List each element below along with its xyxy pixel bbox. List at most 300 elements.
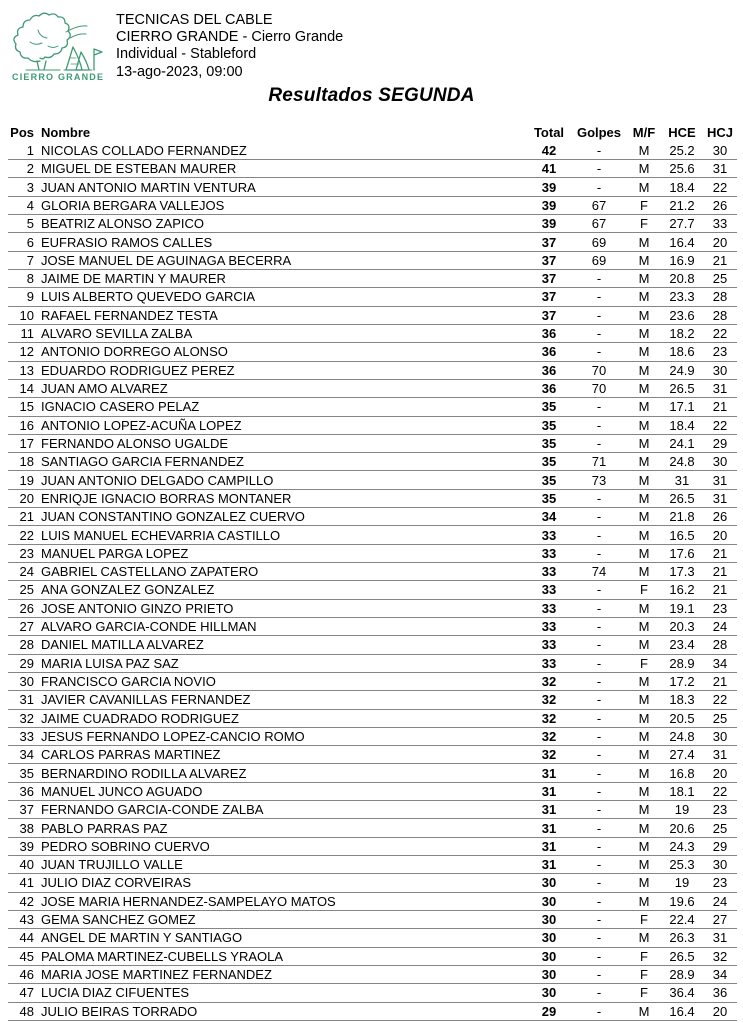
cell-hcj: 31 bbox=[712, 161, 728, 177]
cell-hcj: 31 bbox=[712, 747, 728, 763]
cell-mf: M bbox=[638, 728, 650, 744]
cell-golpes: 71 bbox=[591, 454, 607, 470]
col-header-hce: HCE bbox=[668, 124, 696, 140]
club-course: CIERRO GRANDE - Cierro Grande bbox=[116, 29, 344, 46]
cell-nombre: CARLOS PARRAS MARTINEZ bbox=[41, 747, 221, 763]
cell-pos: 4 bbox=[26, 197, 34, 213]
cell-pos: 12 bbox=[19, 344, 34, 360]
cell-mf: M bbox=[638, 838, 650, 854]
cell-golpes: - bbox=[596, 326, 602, 342]
cell-hce: 20.8 bbox=[669, 271, 695, 287]
table-row bbox=[8, 746, 737, 764]
cell-nombre: MARIA LUISA PAZ SAZ bbox=[41, 655, 179, 671]
cell-hce: 25.2 bbox=[669, 142, 695, 158]
cell-pos: 40 bbox=[19, 857, 34, 873]
cell-mf: M bbox=[638, 362, 650, 378]
cell-pos: 29 bbox=[19, 655, 34, 671]
cell-pos: 39 bbox=[19, 838, 34, 854]
cell-hcj: 27 bbox=[712, 912, 728, 928]
cell-nombre: JOSE MARIA HERNANDEZ-SAMPELAYO MATOS bbox=[41, 893, 336, 909]
table-row bbox=[8, 471, 737, 489]
cell-nombre: NICOLAS COLLADO FERNANDEZ bbox=[41, 142, 247, 158]
cell-total: 37 bbox=[541, 234, 557, 250]
cell-golpes: - bbox=[596, 820, 602, 836]
cell-nombre: MARIA JOSE MARTINEZ FERNANDEZ bbox=[41, 967, 272, 983]
cell-nombre: PALOMA MARTINEZ-CUBELLS YRAOLA bbox=[41, 948, 284, 964]
cell-hce: 24.8 bbox=[669, 454, 695, 470]
cell-pos: 17 bbox=[19, 435, 34, 451]
table-row bbox=[8, 636, 737, 654]
cell-hcj: 28 bbox=[712, 637, 728, 653]
cell-hcj: 22 bbox=[712, 179, 728, 195]
cell-pos: 26 bbox=[19, 600, 34, 616]
table-row bbox=[8, 251, 737, 269]
cell-nombre: FERNANDO GARCIA-CONDE ZALBA bbox=[41, 802, 264, 818]
cell-mf: F bbox=[640, 967, 648, 983]
cell-pos: 5 bbox=[26, 216, 34, 232]
cell-pos: 32 bbox=[19, 710, 34, 726]
cell-hce: 17.2 bbox=[669, 674, 695, 690]
cell-hcj: 30 bbox=[712, 857, 728, 873]
cell-nombre: FRANCISCO GARCIA NOVIO bbox=[41, 674, 216, 690]
cell-hce: 19.6 bbox=[669, 893, 695, 909]
cell-hce: 19.1 bbox=[669, 600, 695, 616]
cell-pos: 6 bbox=[26, 234, 34, 250]
cell-golpes: - bbox=[596, 985, 602, 1001]
cell-mf: M bbox=[638, 381, 650, 397]
table-row bbox=[8, 947, 737, 965]
cell-hce: 26.5 bbox=[669, 490, 695, 506]
cell-mf: F bbox=[640, 216, 648, 232]
cell-total: 37 bbox=[541, 307, 557, 323]
cell-mf: M bbox=[638, 142, 650, 158]
cell-golpes: 67 bbox=[591, 197, 607, 213]
cell-hcj: 26 bbox=[712, 509, 728, 525]
cell-pos: 19 bbox=[19, 472, 34, 488]
cell-hcj: 30 bbox=[712, 728, 728, 744]
page-title: Resultados SEGUNDA bbox=[268, 84, 475, 106]
cell-hcj: 22 bbox=[712, 783, 728, 799]
cell-hce: 24.9 bbox=[669, 362, 695, 378]
cell-hce: 25.6 bbox=[669, 161, 695, 177]
cell-hcj: 25 bbox=[712, 271, 728, 287]
cell-hcj: 30 bbox=[712, 362, 728, 378]
cell-nombre: BERNARDINO RODILLA ALVAREZ bbox=[41, 765, 247, 781]
cell-total: 33 bbox=[541, 545, 557, 561]
cell-pos: 9 bbox=[26, 289, 34, 305]
cell-nombre: ANTONIO LOPEZ-ACUÑA LOPEZ bbox=[41, 417, 242, 433]
cell-nombre: ALVARO GARCIA-CONDE HILLMAN bbox=[41, 619, 257, 635]
table-row bbox=[8, 892, 737, 910]
col-header-nombre: Nombre bbox=[41, 124, 91, 140]
cell-hcj: 20 bbox=[712, 234, 728, 250]
cell-total: 30 bbox=[541, 875, 557, 891]
cell-mf: M bbox=[638, 399, 650, 415]
table-row bbox=[8, 361, 737, 379]
table-row bbox=[8, 965, 737, 983]
cell-hce: 27.7 bbox=[669, 216, 695, 232]
cell-hcj: 23 bbox=[712, 802, 728, 818]
cell-golpes: 74 bbox=[591, 564, 607, 580]
cell-hcj: 21 bbox=[712, 582, 728, 598]
cell-total: 31 bbox=[541, 820, 557, 836]
table-row bbox=[8, 727, 737, 745]
col-header-total: Total bbox=[533, 124, 565, 140]
cell-pos: 42 bbox=[19, 893, 34, 909]
cell-hcj: 32 bbox=[712, 948, 728, 964]
cell-mf: M bbox=[638, 802, 650, 818]
cell-hcj: 31 bbox=[712, 472, 728, 488]
cell-total: 29 bbox=[541, 1003, 557, 1019]
table-row bbox=[8, 306, 737, 324]
table-row bbox=[8, 672, 737, 690]
cell-pos: 18 bbox=[19, 454, 34, 470]
table-row bbox=[8, 654, 737, 672]
cell-nombre: SANTIAGO GARCIA FERNANDEZ bbox=[41, 454, 244, 470]
cell-pos: 11 bbox=[20, 326, 34, 342]
cell-total: 39 bbox=[541, 197, 557, 213]
cell-nombre: EDUARDO RODRIGUEZ PEREZ bbox=[41, 362, 235, 378]
cell-hce: 18.2 bbox=[669, 326, 695, 342]
cell-hce: 25.3 bbox=[669, 857, 695, 873]
cell-golpes: 70 bbox=[591, 362, 607, 378]
cell-hce: 16.2 bbox=[669, 582, 695, 598]
cell-nombre: JULIO BEIRAS TORRADO bbox=[41, 1003, 198, 1019]
cell-hce: 16.4 bbox=[669, 1003, 695, 1019]
cell-hcj: 21 bbox=[712, 252, 728, 268]
cell-nombre: ALVARO SEVILLA ZALBA bbox=[41, 326, 193, 342]
tournament-name: TECNICAS DEL CABLE bbox=[116, 12, 273, 28]
cell-golpes: 69 bbox=[591, 234, 607, 250]
cell-total: 36 bbox=[541, 326, 557, 342]
cell-pos: 1 bbox=[26, 142, 34, 158]
cell-mf: M bbox=[638, 417, 650, 433]
cell-mf: F bbox=[640, 655, 648, 671]
cell-nombre: PEDRO SOBRINO CUERVO bbox=[41, 838, 210, 854]
table-row bbox=[8, 489, 737, 507]
cell-mf: F bbox=[640, 197, 648, 213]
table-row bbox=[8, 910, 737, 928]
cell-total: 31 bbox=[541, 765, 557, 781]
cell-golpes: - bbox=[596, 674, 602, 690]
cell-nombre: MIGUEL DE ESTEBAN MAURER bbox=[41, 161, 237, 177]
cell-golpes: 67 bbox=[591, 216, 607, 232]
cell-golpes: - bbox=[596, 435, 602, 451]
cell-total: 35 bbox=[541, 435, 557, 451]
cell-total: 33 bbox=[541, 582, 557, 598]
cell-pos: 38 bbox=[19, 820, 34, 836]
cell-golpes: - bbox=[596, 948, 602, 964]
cell-hcj: 23 bbox=[712, 600, 728, 616]
cell-nombre: JESUS FERNANDO LOPEZ-CANCIO ROMO bbox=[41, 728, 305, 744]
cell-golpes: - bbox=[596, 179, 602, 195]
cell-golpes: - bbox=[596, 582, 602, 598]
table-row bbox=[8, 599, 737, 617]
cell-mf: M bbox=[638, 161, 650, 177]
cell-total: 41 bbox=[541, 161, 557, 177]
cell-nombre: GLORIA BERGARA VALLEJOS bbox=[41, 197, 225, 213]
table-row bbox=[8, 691, 737, 709]
cell-hce: 26.5 bbox=[669, 381, 695, 397]
cell-pos: 21 bbox=[19, 509, 34, 525]
cell-total: 31 bbox=[541, 783, 557, 799]
cell-hce: 21.8 bbox=[669, 509, 695, 525]
cell-hcj: 28 bbox=[712, 307, 728, 323]
cell-nombre: JOSE MANUEL DE AGUINAGA BECERRA bbox=[41, 252, 292, 268]
cell-golpes: - bbox=[596, 893, 602, 909]
cell-nombre: ENRIQJE IGNACIO BORRAS MONTANER bbox=[41, 490, 292, 506]
cell-total: 30 bbox=[541, 893, 557, 909]
cell-pos: 13 bbox=[19, 362, 34, 378]
cell-hce: 18.3 bbox=[669, 692, 695, 708]
cell-total: 31 bbox=[541, 838, 557, 854]
cell-hce: 26.5 bbox=[669, 948, 695, 964]
cell-total: 37 bbox=[541, 289, 557, 305]
cell-total: 32 bbox=[541, 692, 557, 708]
cell-nombre: GABRIEL CASTELLANO ZAPATERO bbox=[41, 564, 259, 580]
cell-golpes: - bbox=[596, 930, 602, 946]
cell-nombre: EUFRASIO RAMOS CALLES bbox=[41, 234, 213, 250]
cell-mf: F bbox=[640, 912, 648, 928]
cell-golpes: - bbox=[596, 692, 602, 708]
cell-hce: 16.5 bbox=[669, 527, 695, 543]
cell-hcj: 30 bbox=[712, 142, 728, 158]
cell-hce: 28.9 bbox=[669, 655, 695, 671]
cell-golpes: - bbox=[596, 875, 602, 891]
cell-hce: 22.4 bbox=[669, 912, 695, 928]
cell-hcj: 20 bbox=[712, 765, 728, 781]
cell-golpes: - bbox=[596, 838, 602, 854]
cell-pos: 8 bbox=[26, 271, 34, 287]
cell-nombre: JUAN AMO ALVAREZ bbox=[41, 381, 168, 397]
cell-golpes: - bbox=[596, 857, 602, 873]
cell-mf: M bbox=[638, 747, 650, 763]
cell-hcj: 31 bbox=[712, 930, 728, 946]
cell-hcj: 31 bbox=[712, 381, 728, 397]
cell-mf: M bbox=[638, 490, 650, 506]
cell-nombre: LUCIA DIAZ CIFUENTES bbox=[41, 985, 190, 1001]
cell-hcj: 22 bbox=[712, 692, 728, 708]
cell-pos: 20 bbox=[19, 490, 34, 506]
cell-golpes: - bbox=[596, 710, 602, 726]
cell-mf: M bbox=[638, 527, 650, 543]
cell-total: 36 bbox=[541, 362, 557, 378]
cell-mf: M bbox=[638, 765, 650, 781]
table-row bbox=[8, 398, 737, 416]
cell-hcj: 31 bbox=[712, 490, 728, 506]
cell-nombre: MANUEL PARGA LOPEZ bbox=[41, 545, 189, 561]
cell-hcj: 30 bbox=[712, 454, 728, 470]
competition-format: Individual - Stableford bbox=[116, 46, 257, 63]
cell-pos: 7 bbox=[26, 252, 34, 268]
table-row bbox=[8, 178, 737, 196]
table-row bbox=[8, 508, 737, 526]
cell-mf: M bbox=[638, 857, 650, 873]
cell-pos: 14 bbox=[19, 381, 34, 397]
cell-hce: 31 bbox=[674, 472, 690, 488]
cell-total: 35 bbox=[541, 417, 557, 433]
cell-nombre: JUAN ANTONIO MARTIN VENTURA bbox=[41, 179, 256, 195]
cell-golpes: - bbox=[596, 399, 602, 415]
cell-hce: 18.1 bbox=[669, 783, 695, 799]
cell-total: 35 bbox=[541, 490, 557, 506]
cell-nombre: DANIEL MATILLA ALVAREZ bbox=[41, 637, 204, 653]
col-header-pos: Pos bbox=[10, 124, 34, 140]
cell-total: 39 bbox=[541, 179, 557, 195]
cell-mf: F bbox=[640, 985, 648, 1001]
cell-pos: 37 bbox=[19, 802, 34, 818]
cell-mf: F bbox=[640, 948, 648, 964]
col-header-golpes: Golpes bbox=[576, 124, 622, 140]
cell-nombre: JAIME DE MARTIN Y MAURER bbox=[41, 271, 226, 287]
date-time: 13-ago-2023, 09:00 bbox=[116, 63, 243, 80]
cell-mf: M bbox=[638, 619, 650, 635]
cell-hce: 20.5 bbox=[669, 710, 695, 726]
cell-pos: 34 bbox=[19, 747, 34, 763]
cell-hce: 27.4 bbox=[669, 747, 695, 763]
cell-nombre: JOSE ANTONIO GINZO PRIETO bbox=[41, 600, 234, 616]
cell-total: 30 bbox=[541, 912, 557, 928]
cell-mf: M bbox=[638, 252, 650, 268]
cell-total: 35 bbox=[541, 454, 557, 470]
cell-mf: M bbox=[638, 710, 650, 726]
cell-hce: 17.1 bbox=[669, 399, 695, 415]
cell-hce: 23.6 bbox=[669, 307, 695, 323]
cell-total: 30 bbox=[541, 948, 557, 964]
cell-hce: 18.6 bbox=[669, 344, 695, 360]
cell-pos: 30 bbox=[19, 674, 34, 690]
cell-pos: 41 bbox=[19, 875, 34, 891]
tournament-info bbox=[116, 12, 743, 81]
cell-hce: 17.3 bbox=[669, 564, 695, 580]
cell-golpes: 69 bbox=[591, 252, 607, 268]
cell-nombre: FERNANDO ALONSO UGALDE bbox=[41, 435, 229, 451]
table-row bbox=[8, 379, 737, 397]
table-row bbox=[8, 416, 737, 434]
cell-pos: 36 bbox=[19, 783, 34, 799]
cell-hcj: 33 bbox=[712, 216, 728, 232]
cell-mf: M bbox=[638, 783, 650, 799]
cell-golpes: - bbox=[596, 417, 602, 433]
cell-hcj: 21 bbox=[712, 399, 728, 415]
cell-hce: 21.2 bbox=[669, 197, 695, 213]
cell-mf: M bbox=[638, 674, 650, 690]
cell-pos: 43 bbox=[19, 912, 34, 928]
cell-golpes: - bbox=[596, 161, 602, 177]
cell-golpes: - bbox=[596, 344, 602, 360]
cell-hce: 18.4 bbox=[669, 417, 695, 433]
cell-total: 39 bbox=[541, 216, 557, 232]
cell-hcj: 34 bbox=[712, 967, 728, 983]
cell-total: 36 bbox=[541, 381, 557, 397]
cell-mf: M bbox=[638, 637, 650, 653]
cell-hcj: 28 bbox=[712, 289, 728, 305]
cell-hce: 17.6 bbox=[669, 545, 695, 561]
cell-nombre: IGNACIO CASERO PELAZ bbox=[41, 399, 200, 415]
table-row bbox=[8, 288, 737, 306]
cell-hce: 20.6 bbox=[669, 820, 695, 836]
table-row bbox=[8, 819, 737, 837]
table-row bbox=[8, 837, 737, 855]
table-row bbox=[8, 874, 737, 892]
cell-hce: 28.9 bbox=[669, 967, 695, 983]
cell-golpes: - bbox=[596, 619, 602, 635]
cell-pos: 48 bbox=[19, 1003, 34, 1019]
cell-hce: 24.8 bbox=[669, 728, 695, 744]
cell-golpes: - bbox=[596, 289, 602, 305]
table-row bbox=[8, 160, 737, 178]
table-row bbox=[8, 324, 737, 342]
cell-hce: 16.8 bbox=[669, 765, 695, 781]
cell-total: 33 bbox=[541, 527, 557, 543]
cell-hce: 26.3 bbox=[669, 930, 695, 946]
cell-total: 36 bbox=[541, 344, 557, 360]
cell-hce: 36.4 bbox=[669, 985, 695, 1001]
cell-hcj: 21 bbox=[712, 674, 728, 690]
cell-pos: 23 bbox=[19, 545, 34, 561]
cell-pos: 35 bbox=[19, 765, 34, 781]
table-row bbox=[8, 984, 737, 1002]
cell-golpes: - bbox=[596, 967, 602, 983]
cell-hce: 19 bbox=[674, 875, 690, 891]
table-row bbox=[8, 215, 737, 233]
cell-total: 30 bbox=[541, 967, 557, 983]
cell-hcj: 29 bbox=[712, 838, 728, 854]
cell-total: 37 bbox=[541, 271, 557, 287]
cell-hcj: 34 bbox=[712, 655, 728, 671]
cell-mf: M bbox=[638, 289, 650, 305]
table-row bbox=[8, 709, 737, 727]
cell-hce: 16.4 bbox=[669, 234, 695, 250]
cell-mf: M bbox=[638, 545, 650, 561]
cell-hcj: 29 bbox=[712, 435, 728, 451]
table-row bbox=[8, 801, 737, 819]
cell-hcj: 23 bbox=[712, 875, 728, 891]
cell-nombre: JUAN ANTONIO DELGADO CAMPILLO bbox=[41, 472, 274, 488]
cell-hcj: 25 bbox=[712, 820, 728, 836]
table-row bbox=[8, 929, 737, 947]
cell-pos: 16 bbox=[19, 417, 34, 433]
cell-total: 32 bbox=[541, 747, 557, 763]
cell-nombre: LUIS MANUEL ECHEVARRIA CASTILLO bbox=[41, 527, 281, 543]
cell-pos: 27 bbox=[19, 619, 34, 635]
cell-pos: 22 bbox=[19, 527, 34, 543]
cell-mf: M bbox=[638, 435, 650, 451]
table-row bbox=[8, 343, 737, 361]
cell-golpes: - bbox=[596, 802, 602, 818]
cell-mf: F bbox=[640, 582, 648, 598]
cell-golpes: - bbox=[596, 655, 602, 671]
cell-nombre: JAIME CUADRADO RODRIGUEZ bbox=[41, 710, 239, 726]
cell-total: 30 bbox=[541, 985, 557, 1001]
results-table-body bbox=[8, 141, 737, 1020]
table-row bbox=[8, 1002, 737, 1020]
cell-pos: 47 bbox=[19, 985, 34, 1001]
cell-golpes: - bbox=[596, 747, 602, 763]
table-row bbox=[8, 526, 737, 544]
cell-hcj: 22 bbox=[712, 326, 728, 342]
cell-hce: 20.3 bbox=[669, 619, 695, 635]
cell-nombre: ANA GONZALEZ GONZALEZ bbox=[41, 582, 215, 598]
table-row bbox=[8, 270, 737, 288]
cell-mf: M bbox=[638, 692, 650, 708]
table-row bbox=[8, 782, 737, 800]
cell-golpes: - bbox=[596, 765, 602, 781]
cell-golpes: - bbox=[596, 637, 602, 653]
page-header bbox=[0, 0, 743, 81]
cell-hcj: 21 bbox=[712, 564, 728, 580]
cell-total: 33 bbox=[541, 637, 557, 653]
